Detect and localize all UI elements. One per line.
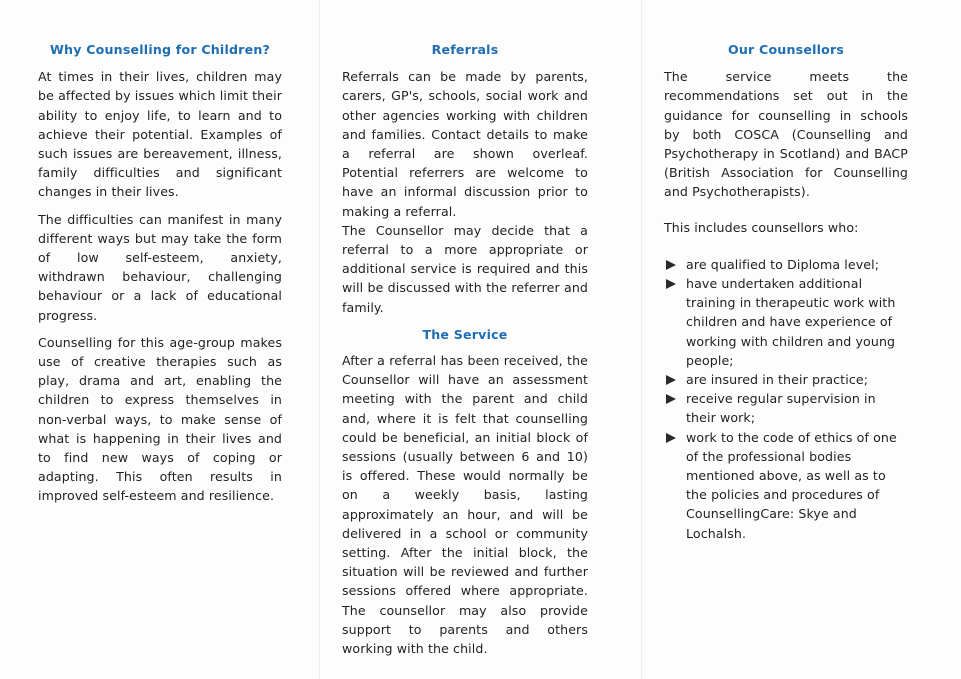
list-item-text: have undertaken additional training in therapeutic work with children and have experience of working with children and young people; <box>686 276 896 368</box>
paragraph: The difficulties can manifest in many different ways but may take the form of low self-esteem, anxiety, withdrawn behaviour, challenging behaviour or a lack of educational progress. <box>38 211 282 323</box>
column-our-counsellors <box>664 40 908 543</box>
list-item <box>664 370 908 389</box>
paragraph: The service meets the recommendations set out in the guidance for counselling in schools by both COSCA (Counselling and Psychotherapy in Scotland) and BACP (British Association for Counselling and Psychotherapists). <box>664 69 908 200</box>
paragraph: At times in their lives, children may be affected by issues which limit their ability to enjoy life, to learn and to achieve their potential. Examples of such issues are bereavement, illness, family difficulties and significant changes in their lives. <box>38 69 282 200</box>
fold-line <box>641 0 642 679</box>
triangle-bullet-icon <box>666 260 676 270</box>
list-item <box>664 255 908 274</box>
heading-referrals: Referrals <box>431 42 499 57</box>
paragraph: After a referral has been received, the Counsellor will have an assessment meeting with the parent and child and, where it is felt that counselling could be beneficial, an initial block of sessions (usually between 6 and 10) is offered. These would normally be on a weekly basis, lasting approximately an hour, and will be delivered in a school or community setting. After the initial block, the situation will be reviewed and further sessions offered where appropriate. The counsellor may also provide support to parents and others working with the child. <box>342 353 588 657</box>
paragraph: The Counsellor may decide that a referral to a more appropriate or additional service is required and this will be discussed with the referrer and family. <box>342 222 588 315</box>
list-item-text: work to the code of ethics of one of the professional bodies mentioned above, as well as to the policies and procedures of CounsellingCare: Skye and Lochalsh. <box>686 429 897 541</box>
column-referrals-service <box>342 40 588 666</box>
list-item <box>664 428 908 543</box>
heading-our-counsellors: Our Counsellors <box>727 42 845 57</box>
list-item <box>664 389 908 427</box>
triangle-bullet-icon <box>666 433 676 443</box>
heading-the-service: The Service <box>422 326 508 342</box>
list-item-text: are insured in their practice; <box>686 372 869 388</box>
triangle-bullet-icon <box>666 279 676 289</box>
heading-why-counselling: Why Counselling for Children? <box>49 42 271 57</box>
paragraph: Referrals can be made by parents, carers, GP's, schools, social work and other agencies working with children and families. Contact details to make a referral are shown overleaf. Potential referrers are welcome to have an informal discussion prior to making a referral. <box>342 69 588 219</box>
fold-line <box>319 0 320 679</box>
triangle-bullet-icon <box>666 375 676 385</box>
counsellor-criteria-list <box>664 255 908 543</box>
list-item <box>664 274 908 370</box>
bullets-intro: This includes counsellors who: <box>664 219 859 235</box>
triangle-bullet-icon <box>666 394 676 404</box>
column-why-counselling <box>38 40 282 514</box>
paragraph: Counselling for this age-group makes use of creative therapies such as play, drama and art, enabling the children to express themselves in non-verbal ways, to make sense of what is happening in their lives and to find new ways of coping or adapting. This often results in improved self-esteem and resilience. <box>38 334 282 504</box>
list-item-text: are qualified to Diploma level; <box>686 256 880 272</box>
list-item-text: receive regular supervision in their work; <box>686 391 876 426</box>
